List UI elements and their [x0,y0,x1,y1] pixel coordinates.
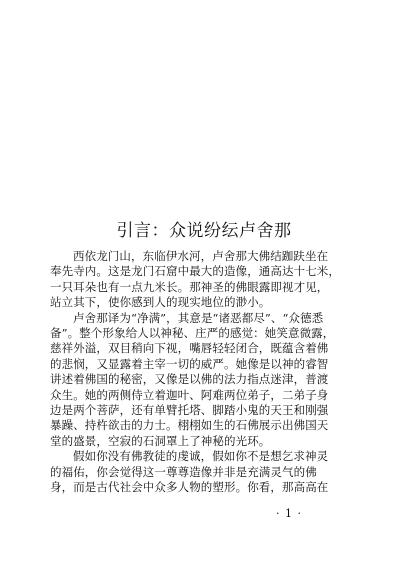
text-line: 边是两个菩萨，还有单臂托塔、脚踏小鬼的天王和刚强 [50,403,329,418]
text-line: 慈祥外溢，双目稍向下视，嘴唇轻轻闭合，既蕴含着佛 [50,341,329,356]
text-line: 堂的盛景，空寂的石洞罩上了神秘的光环。 [50,433,271,448]
text-line: 假如你没有佛教徒的虔诚，假如你不是想乞求神灵 [73,449,329,464]
text-line: 奉先寺内。这是龙门石窟中最大的造像，通高达十七米， [50,264,340,279]
text-line: 的悲悯，又显露着主宰一切的威严。她像是以神的睿智 [50,356,329,371]
text-line: 备”。整个形象给人以神秘、庄严的感觉：她笑意微露， [50,326,335,341]
chapter-title: 引言：众说纷纭卢舍那 [116,221,292,242]
text-line: 站立其下，使你感到人的现实地位的渺小。 [50,295,271,310]
text-line: 的福佑，你会觉得这一尊尊造像并非是充满灵气的佛 [50,464,317,479]
body-text [50,249,368,496]
text-line: 卢舍那译为“净满”，其意是“诸恶都尽”、“众德悉 [73,310,324,325]
page-number: · 1 · [276,507,302,520]
text-line: 讲述着佛国的秘密，又像是以佛的法力指点迷津，普渡 [50,372,329,387]
text-line: 身，而是古代社会中众多人物的塑形。你看，那高高在 [50,480,329,495]
text-line: 一只耳朵也有一点九米长。那神圣的佛眼露即视才见， [50,279,329,294]
text-line: 西依龙门山，东临伊水河，卢舍那大佛结跏趺坐在 [73,249,329,263]
text-line: 众生。她的两侧侍立着迦叶、阿难两位弟子，二弟子身 [50,387,329,402]
text-line: 暴躁、持杵欲击的力士。栩栩如生的石佛展示出佛国天 [50,418,329,433]
